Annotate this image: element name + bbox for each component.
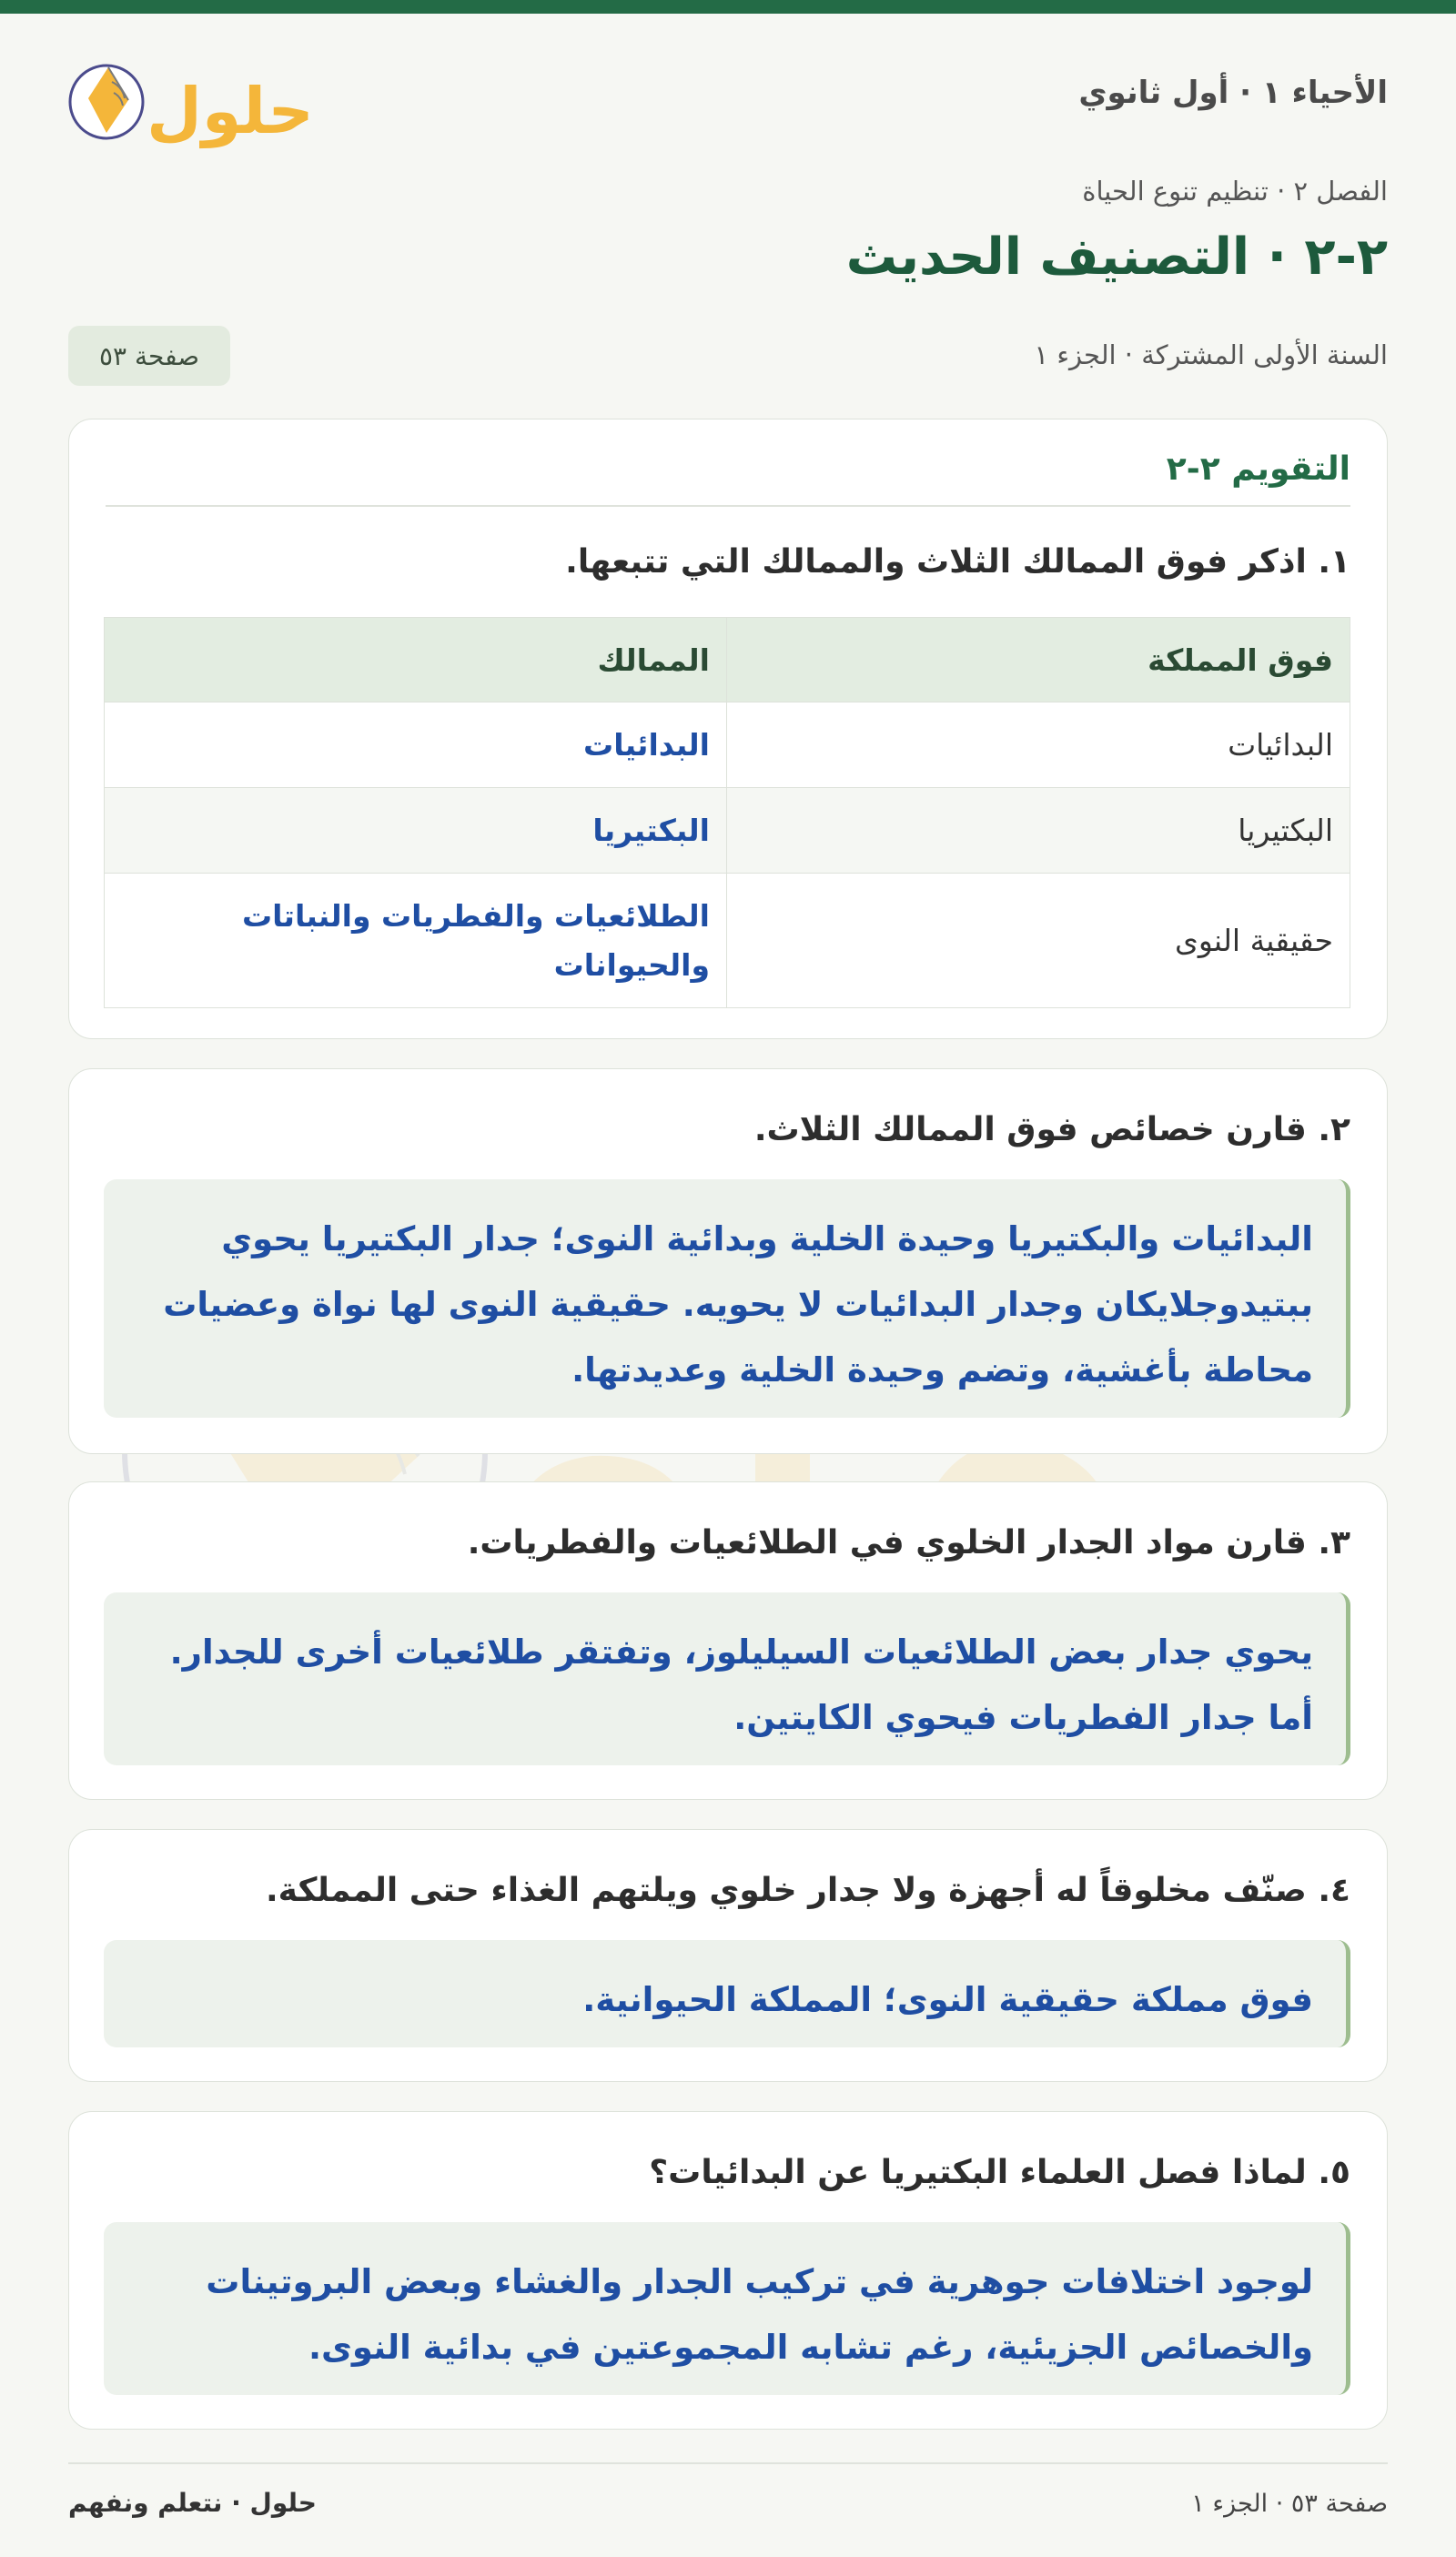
question-5: ٥. لماذا فصل العلماء البكتيريا عن البدائيات؟: [649, 2154, 1350, 2191]
table-header-domain: فوق المملكة: [727, 618, 1350, 702]
subject-label: الأحياء ١ · أول ثانوي: [1078, 75, 1388, 111]
assessment-card: [68, 419, 1388, 1039]
table-row: [105, 874, 1350, 1008]
footer-divider: [68, 2462, 1388, 2464]
question-card: [68, 1829, 1388, 2082]
footer-brand: حلول · نتعلم ونفهم: [68, 2488, 317, 2518]
answer-box: فوق مملكة حقيقية النوى؛ المملكة الحيوانية.: [104, 1940, 1350, 2047]
table-row: [105, 788, 1350, 874]
logo-text: حلول: [147, 74, 314, 148]
hulool-logo-icon: [68, 45, 314, 151]
table-header-row: [105, 618, 1350, 702]
question-4: ٤. صنّف مخلوقاً له أجهزة ولا جدار خلوي ويلتهم الغذاء حتى المملكة.: [265, 1872, 1350, 1909]
chapter-label: الفصل ٢ · تنظيم تنوع الحياة: [1082, 176, 1388, 207]
kingdoms-table: [104, 617, 1350, 1008]
footer-page-info: صفحة ٥٣ · الجزء ١: [1191, 2490, 1388, 2518]
question-3: ٣. قارن مواد الجدار الخلوي في الطلائعيات والفطريات.: [467, 1524, 1350, 1561]
page-header: [68, 45, 1388, 155]
meta-label: السنة الأولى المشتركة · الجزء ١: [1034, 339, 1388, 370]
question-2: ٢. قارن خصائص فوق الممالك الثلاث.: [753, 1111, 1350, 1148]
page-badge: صفحة ٥٣: [68, 326, 230, 386]
table-cell-domain: البدائيات: [727, 702, 1350, 788]
top-accent-bar: [0, 0, 1456, 14]
answer-box: يحوي جدار بعض الطلائعيات السيليلوز، وتفتقر طلائعيات أخرى للجدار. أما جدار الفطريات فيحوي الكايتين.: [104, 1592, 1350, 1765]
question-card: [68, 2111, 1388, 2430]
answer-box: لوجود اختلافات جوهرية في تركيب الجدار والغشاء وبعض البروتينات والخصائص الجزيئية، رغم تشابه المجموعتين في بدائية النوى.: [104, 2222, 1350, 2395]
table-cell-domain: حقيقية النوى: [727, 874, 1350, 1008]
table-cell-kingdoms: البكتيريا: [105, 788, 727, 874]
page-title: ٢-٢ · التصنيف الحديث: [845, 227, 1388, 287]
question-card: [68, 1068, 1388, 1454]
table-row: [105, 702, 1350, 788]
table-cell-domain: البكتيريا: [727, 788, 1350, 874]
table-cell-kingdoms: البدائيات: [105, 702, 727, 788]
section-title: التقويم ٢-٢: [106, 450, 1350, 507]
table-cell-kingdoms: الطلائعيات والفطريات والنباتات والحيوانات: [105, 874, 727, 1008]
question-1: ١. اذكر فوق الممالك الثلاث والممالك التي تتبعها.: [565, 543, 1350, 581]
answer-box: البدائيات والبكتيريا وحيدة الخلية وبدائية النوى؛ جدار البكتيريا يحوي ببتيدوجلايكان وجدار البدائيات لا يحويه. حقيقية النوى لها نواة وعضيات محاطة بأغشية، وتضم وحيدة الخلية وعديدتها.: [104, 1179, 1350, 1418]
table-header-kingdoms: الممالك: [105, 618, 727, 702]
question-card: [68, 1481, 1388, 1800]
